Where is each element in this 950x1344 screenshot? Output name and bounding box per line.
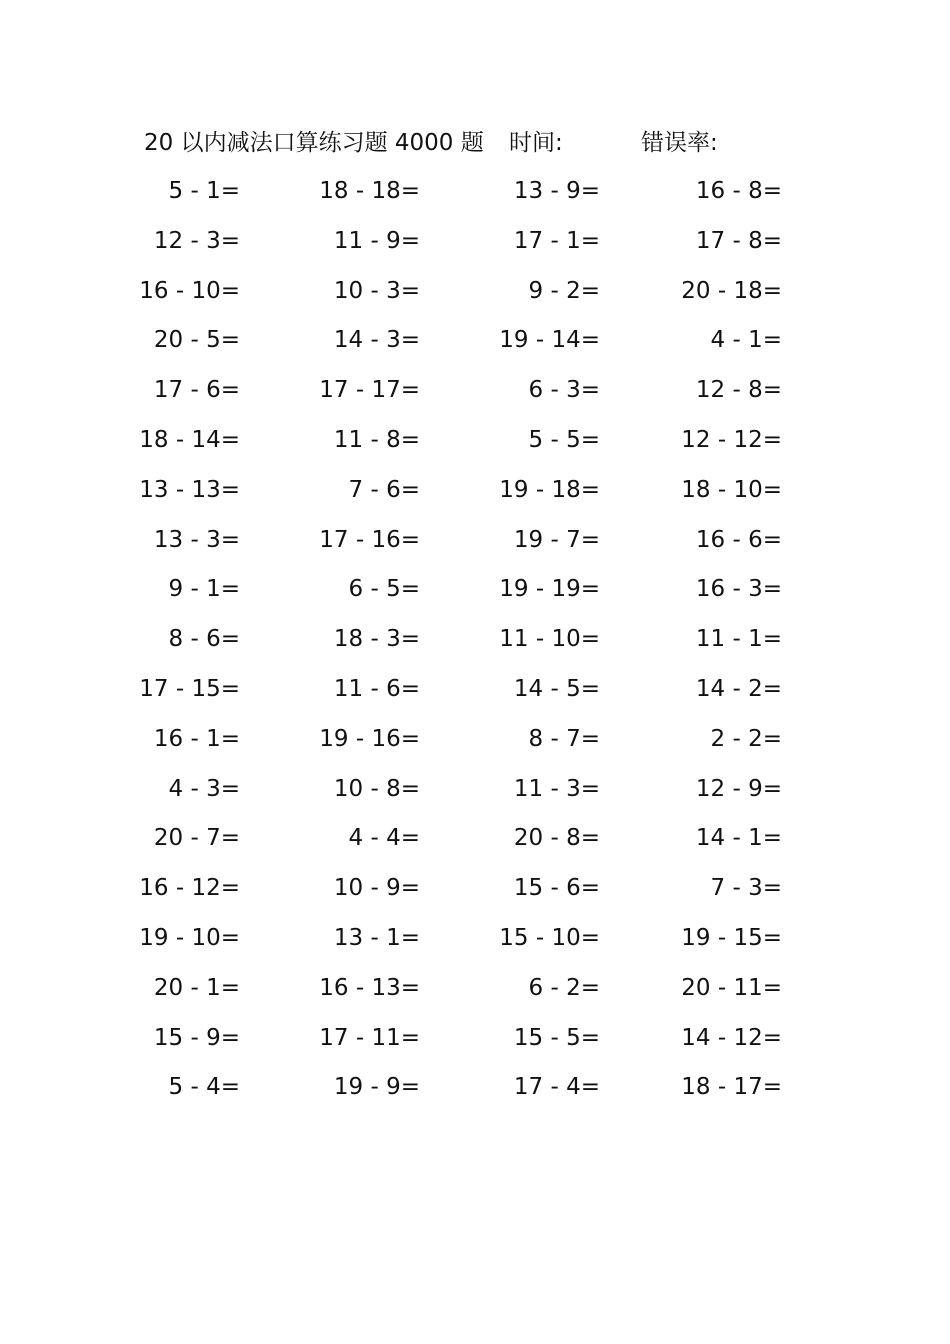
problem-row	[0, 571, 950, 621]
subtraction-problem: 18 - 10=	[681, 476, 782, 503]
problem-row	[0, 870, 950, 920]
problem-grid	[0, 173, 950, 1119]
subtraction-problem: 12 - 3=	[153, 227, 240, 254]
subtraction-problem: 7 - 3=	[710, 875, 782, 902]
subtraction-problem: 17 - 16=	[319, 526, 420, 553]
subtraction-problem: 8 - 7=	[528, 725, 600, 752]
subtraction-problem: 18 - 18=	[319, 178, 420, 204]
error-rate-label: 错误率:	[641, 130, 718, 156]
subtraction-problem: 20 - 11=	[681, 974, 782, 1001]
problem-row	[0, 422, 950, 472]
subtraction-problem: 4 - 4=	[348, 825, 420, 852]
subtraction-problem: 16 - 13=	[319, 974, 420, 1001]
problem-row	[0, 472, 950, 522]
subtraction-problem: 6 - 5=	[348, 576, 420, 603]
subtraction-problem: 10 - 9=	[333, 875, 420, 902]
problem-row	[0, 372, 950, 422]
subtraction-problem: 14 - 5=	[513, 675, 600, 702]
subtraction-problem: 11 - 10=	[499, 626, 600, 653]
problem-row	[0, 820, 950, 870]
problem-row	[0, 771, 950, 821]
subtraction-problem: 19 - 16=	[319, 725, 420, 752]
subtraction-problem: 7 - 6=	[348, 476, 420, 503]
subtraction-problem: 14 - 12=	[681, 1024, 782, 1051]
subtraction-problem: 13 - 9=	[513, 178, 600, 204]
problem-row	[0, 173, 950, 223]
subtraction-problem: 11 - 3=	[513, 775, 600, 802]
subtraction-problem: 13 - 1=	[333, 924, 420, 951]
subtraction-problem: 4 - 1=	[710, 327, 782, 354]
subtraction-problem: 17 - 4=	[513, 1074, 600, 1101]
problem-row	[0, 223, 950, 273]
problem-row	[0, 920, 950, 970]
subtraction-problem: 15 - 10=	[499, 924, 600, 951]
subtraction-problem: 14 - 2=	[695, 675, 782, 702]
subtraction-problem: 20 - 5=	[153, 327, 240, 354]
subtraction-problem: 19 - 18=	[499, 476, 600, 503]
subtraction-problem: 20 - 8=	[513, 825, 600, 852]
subtraction-problem: 20 - 18=	[681, 277, 782, 304]
subtraction-problem: 14 - 1=	[695, 825, 782, 852]
subtraction-problem: 16 - 12=	[139, 875, 240, 902]
problem-row	[0, 671, 950, 721]
problem-row	[0, 1069, 950, 1119]
subtraction-problem: 10 - 8=	[333, 775, 420, 802]
time-label: 时间:	[509, 130, 563, 156]
problem-row	[0, 1020, 950, 1070]
subtraction-problem: 20 - 1=	[153, 974, 240, 1001]
subtraction-problem: 14 - 3=	[333, 327, 420, 354]
subtraction-problem: 16 - 10=	[139, 277, 240, 304]
problem-row	[0, 522, 950, 572]
worksheet-title: 20 以内减法口算练习题 4000 题	[144, 130, 484, 156]
subtraction-problem: 9 - 1=	[168, 576, 240, 603]
subtraction-problem: 19 - 15=	[681, 924, 782, 951]
subtraction-problem: 17 - 6=	[153, 377, 240, 404]
subtraction-problem: 16 - 6=	[695, 526, 782, 553]
subtraction-problem: 17 - 11=	[319, 1024, 420, 1051]
problem-row	[0, 721, 950, 771]
subtraction-problem: 20 - 7=	[153, 825, 240, 852]
problem-row	[0, 970, 950, 1020]
subtraction-problem: 18 - 3=	[333, 626, 420, 653]
subtraction-problem: 16 - 8=	[695, 178, 782, 204]
subtraction-problem: 17 - 15=	[139, 675, 240, 702]
subtraction-problem: 15 - 6=	[513, 875, 600, 902]
subtraction-problem: 6 - 2=	[528, 974, 600, 1001]
subtraction-problem: 17 - 1=	[513, 227, 600, 254]
subtraction-problem: 18 - 14=	[139, 426, 240, 453]
subtraction-problem: 2 - 2=	[710, 725, 782, 752]
subtraction-problem: 6 - 3=	[528, 377, 600, 404]
subtraction-problem: 15 - 5=	[513, 1024, 600, 1051]
subtraction-problem: 18 - 17=	[681, 1074, 782, 1101]
subtraction-problem: 13 - 3=	[153, 526, 240, 553]
subtraction-problem: 15 - 9=	[153, 1024, 240, 1051]
subtraction-problem: 19 - 14=	[499, 327, 600, 354]
subtraction-problem: 19 - 7=	[513, 526, 600, 553]
subtraction-problem: 19 - 9=	[333, 1074, 420, 1101]
worksheet-header	[144, 126, 844, 160]
subtraction-problem: 11 - 9=	[333, 227, 420, 254]
subtraction-problem: 12 - 8=	[695, 377, 782, 404]
subtraction-problem: 9 - 2=	[528, 277, 600, 304]
subtraction-problem: 5 - 5=	[528, 426, 600, 453]
subtraction-problem: 17 - 8=	[695, 227, 782, 254]
subtraction-problem: 11 - 8=	[333, 426, 420, 453]
subtraction-problem: 4 - 3=	[168, 775, 240, 802]
subtraction-problem: 11 - 6=	[333, 675, 420, 702]
problem-row	[0, 621, 950, 671]
subtraction-problem: 19 - 19=	[499, 576, 600, 603]
subtraction-problem: 16 - 1=	[153, 725, 240, 752]
subtraction-problem: 12 - 12=	[681, 426, 782, 453]
subtraction-problem: 5 - 4=	[168, 1074, 240, 1101]
subtraction-problem: 12 - 9=	[695, 775, 782, 802]
subtraction-problem: 16 - 3=	[695, 576, 782, 603]
subtraction-problem: 5 - 1=	[168, 178, 240, 204]
subtraction-problem: 8 - 6=	[168, 626, 240, 653]
subtraction-problem: 10 - 3=	[333, 277, 420, 304]
subtraction-problem: 13 - 13=	[139, 476, 240, 503]
subtraction-problem: 17 - 17=	[319, 377, 420, 404]
subtraction-problem: 11 - 1=	[695, 626, 782, 653]
problem-row	[0, 322, 950, 372]
subtraction-problem: 19 - 10=	[139, 924, 240, 951]
problem-row	[0, 273, 950, 323]
